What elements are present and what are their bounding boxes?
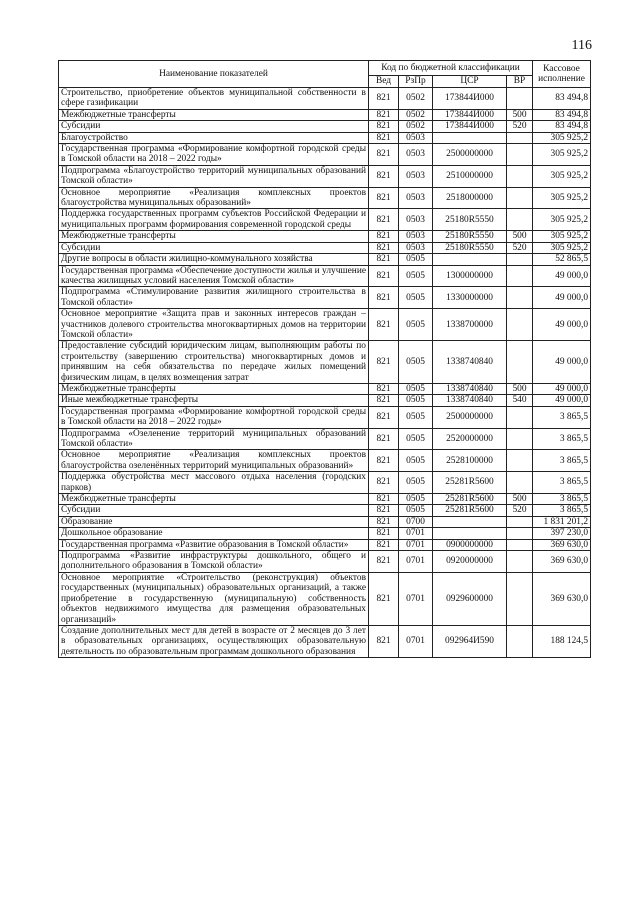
cell-vr bbox=[507, 132, 533, 143]
table-row bbox=[59, 144, 591, 166]
cell-ved: 821 bbox=[369, 187, 399, 209]
cell-vr bbox=[507, 265, 533, 287]
cell-vr bbox=[507, 144, 533, 166]
cell-vr: 500 bbox=[507, 383, 533, 394]
header-csr: ЦСР bbox=[433, 76, 507, 88]
cell-rzpr: 0505 bbox=[399, 505, 433, 516]
cell-amount: 369 630,0 bbox=[533, 539, 591, 550]
cell-ved: 821 bbox=[369, 472, 399, 494]
cell-csr: 25180R5550 bbox=[433, 209, 507, 231]
cell-amount: 49 000,0 bbox=[533, 341, 591, 384]
cell-ved: 821 bbox=[369, 254, 399, 265]
cell-rzpr: 0503 bbox=[399, 187, 433, 209]
table-row bbox=[59, 132, 591, 143]
cell-amount: 397 230,0 bbox=[533, 528, 591, 539]
cell-name: Государственная программа «Развитие образования в Томской области» bbox=[59, 539, 369, 550]
cell-ved: 821 bbox=[369, 121, 399, 132]
cell-name: Субсидии bbox=[59, 121, 369, 132]
cell-ved: 821 bbox=[369, 309, 399, 341]
cell-vr: 500 bbox=[507, 231, 533, 242]
cell-vr bbox=[507, 528, 533, 539]
cell-amount: 49 000,0 bbox=[533, 287, 591, 309]
cell-csr: 1300000000 bbox=[433, 265, 507, 287]
cell-ved: 821 bbox=[369, 109, 399, 120]
cell-ved: 821 bbox=[369, 551, 399, 573]
cell-amount: 305 925,2 bbox=[533, 144, 591, 166]
table-header bbox=[59, 61, 591, 88]
cell-ved: 821 bbox=[369, 88, 399, 110]
cell-ved: 821 bbox=[369, 428, 399, 450]
cell-ved: 821 bbox=[369, 341, 399, 384]
cell-rzpr: 0503 bbox=[399, 144, 433, 166]
cell-name: Государственная программа «Формирование комфортной городской среды в Томской области на 2018 – 2022 годы» bbox=[59, 406, 369, 428]
cell-rzpr: 0701 bbox=[399, 528, 433, 539]
cell-name: Подпрограмма «Озеленение территорий муниципальных образований Томской области» bbox=[59, 428, 369, 450]
cell-rzpr: 0701 bbox=[399, 551, 433, 573]
table-row bbox=[59, 539, 591, 550]
cell-amount: 305 925,2 bbox=[533, 132, 591, 143]
cell-name: Поддержка обустройства мест массового отдыха населения (городских парков) bbox=[59, 472, 369, 494]
cell-name: Государственная программа «Обеспечение доступности жилья и улучшение качества жилищных условий населения Томской области» bbox=[59, 265, 369, 287]
cell-csr: 1338740840 bbox=[433, 341, 507, 384]
cell-ved: 821 bbox=[369, 287, 399, 309]
header-rzpr: РзПр bbox=[399, 76, 433, 88]
header-vr: ВР bbox=[507, 76, 533, 88]
cell-rzpr: 0505 bbox=[399, 341, 433, 384]
cell-name: Государственная программа «Формирование комфортной городской среды в Томской области на 2018 – 2022 годы» bbox=[59, 144, 369, 166]
cell-vr: 520 bbox=[507, 121, 533, 132]
cell-name: Другие вопросы в области жилищно-коммунального хозяйства bbox=[59, 254, 369, 265]
cell-csr: 2500000000 bbox=[433, 144, 507, 166]
cell-csr: 25180R5550 bbox=[433, 242, 507, 253]
table-row bbox=[59, 472, 591, 494]
cell-csr: 2520000000 bbox=[433, 428, 507, 450]
cell-vr bbox=[507, 287, 533, 309]
cell-vr: 500 bbox=[507, 109, 533, 120]
cell-name: Благоустройство bbox=[59, 132, 369, 143]
cell-name: Межбюджетные трансферты bbox=[59, 494, 369, 505]
cell-amount: 83 494,8 bbox=[533, 109, 591, 120]
cell-name: Субсидии bbox=[59, 242, 369, 253]
cell-amount: 305 925,2 bbox=[533, 209, 591, 231]
cell-name: Иные межбюджетные трансферты bbox=[59, 395, 369, 406]
cell-amount: 305 925,2 bbox=[533, 242, 591, 253]
cell-vr bbox=[507, 572, 533, 625]
cell-rzpr: 0505 bbox=[399, 254, 433, 265]
header-amount: Кассовое исполнение bbox=[533, 61, 591, 88]
cell-rzpr: 0701 bbox=[399, 572, 433, 625]
cell-rzpr: 0505 bbox=[399, 428, 433, 450]
cell-csr: 0929600000 bbox=[433, 572, 507, 625]
cell-name: Предоставление субсидий юридическим лицам, выполняющим работы по строительству (завершению строительства) многоквартирных домов и принявшим на себя обязательства по передаче жилых помещений физическим лицам, в целях возмещения затрат bbox=[59, 341, 369, 384]
cell-ved: 821 bbox=[369, 516, 399, 527]
cell-name: Поддержка государственных программ субъектов Российской Федерации и муниципальных программ формирования современной городской среды bbox=[59, 209, 369, 231]
cell-vr: 500 bbox=[507, 494, 533, 505]
cell-rzpr: 0505 bbox=[399, 383, 433, 394]
cell-amount: 3 865,5 bbox=[533, 428, 591, 450]
table-row bbox=[59, 209, 591, 231]
cell-rzpr: 0700 bbox=[399, 516, 433, 527]
table-row bbox=[59, 450, 591, 472]
cell-ved: 821 bbox=[369, 231, 399, 242]
cell-ved: 821 bbox=[369, 265, 399, 287]
table-row bbox=[59, 383, 591, 394]
cell-amount: 305 925,2 bbox=[533, 187, 591, 209]
cell-rzpr: 0505 bbox=[399, 265, 433, 287]
cell-csr: 25281R5600 bbox=[433, 505, 507, 516]
cell-vr bbox=[507, 209, 533, 231]
table-row bbox=[59, 165, 591, 187]
cell-ved: 821 bbox=[369, 395, 399, 406]
cell-amount: 49 000,0 bbox=[533, 265, 591, 287]
cell-vr bbox=[507, 450, 533, 472]
cell-name: Строительство, приобретение объектов муниципальной собственности в сфере газификации bbox=[59, 88, 369, 110]
cell-amount: 3 865,5 bbox=[533, 505, 591, 516]
cell-csr: 1338740840 bbox=[433, 395, 507, 406]
cell-ved: 821 bbox=[369, 494, 399, 505]
cell-amount: 305 925,2 bbox=[533, 231, 591, 242]
cell-csr: 1338700000 bbox=[433, 309, 507, 341]
cell-ved: 821 bbox=[369, 505, 399, 516]
table-row bbox=[59, 265, 591, 287]
cell-amount: 49 000,0 bbox=[533, 309, 591, 341]
cell-amount: 188 124,5 bbox=[533, 625, 591, 657]
cell-vr: 520 bbox=[507, 505, 533, 516]
cell-name: Создание дополнительных мест для детей в возрасте от 2 месяцев до 3 лет в образовательных организациях, осуществляющих образовательную деятельность по образовательным программам дошкольного образования bbox=[59, 625, 369, 657]
cell-rzpr: 0505 bbox=[399, 406, 433, 428]
cell-vr bbox=[507, 341, 533, 384]
table-row bbox=[59, 341, 591, 384]
table-row bbox=[59, 187, 591, 209]
table-row bbox=[59, 242, 591, 253]
cell-name: Подпрограмма «Благоустройство территорий муниципальных образований Томской области» bbox=[59, 165, 369, 187]
cell-name: Подпрограмма «Стимулирование развития жилищного строительства в Томской области» bbox=[59, 287, 369, 309]
cell-amount: 49 000,0 bbox=[533, 395, 591, 406]
cell-amount: 3 865,5 bbox=[533, 472, 591, 494]
cell-vr bbox=[507, 539, 533, 550]
cell-rzpr: 0505 bbox=[399, 309, 433, 341]
table-row bbox=[59, 287, 591, 309]
cell-ved: 821 bbox=[369, 144, 399, 166]
cell-ved: 821 bbox=[369, 209, 399, 231]
cell-rzpr: 0503 bbox=[399, 165, 433, 187]
cell-csr: 2500000000 bbox=[433, 406, 507, 428]
budget-table bbox=[58, 60, 591, 658]
cell-amount: 3 865,5 bbox=[533, 450, 591, 472]
cell-vr bbox=[507, 254, 533, 265]
cell-ved: 821 bbox=[369, 242, 399, 253]
cell-rzpr: 0502 bbox=[399, 109, 433, 120]
cell-rzpr: 0505 bbox=[399, 395, 433, 406]
cell-rzpr: 0505 bbox=[399, 287, 433, 309]
cell-rzpr: 0503 bbox=[399, 231, 433, 242]
table-row bbox=[59, 572, 591, 625]
table-body bbox=[59, 88, 591, 658]
table-row bbox=[59, 231, 591, 242]
cell-vr bbox=[507, 406, 533, 428]
cell-csr: 2518000000 bbox=[433, 187, 507, 209]
cell-vr: 540 bbox=[507, 395, 533, 406]
cell-name: Основное мероприятие «Реализация комплексных проектов благоустройства озеленённых территорий муниципальных образований» bbox=[59, 450, 369, 472]
cell-vr bbox=[507, 516, 533, 527]
cell-name: Основное мероприятие «Строительство (реконструкция) объектов государственных (муниципальных) образовательных организаций, а также приобретение в государственную (муниципальную) собственность объектов недвижимого имущества для размещения образовательных организаций» bbox=[59, 572, 369, 625]
cell-name: Дошкольное образование bbox=[59, 528, 369, 539]
cell-name: Подпрограмма «Развитие инфраструктуры дошкольного, общего и дополнительного образования в Томской области» bbox=[59, 551, 369, 573]
header-name: Наименование показателей bbox=[59, 61, 369, 88]
cell-csr: 0900000000 bbox=[433, 539, 507, 550]
table-row bbox=[59, 309, 591, 341]
cell-ved: 821 bbox=[369, 165, 399, 187]
cell-amount: 3 865,5 bbox=[533, 406, 591, 428]
cell-name: Образование bbox=[59, 516, 369, 527]
cell-csr: 173844И000 bbox=[433, 121, 507, 132]
table-row bbox=[59, 528, 591, 539]
table-row bbox=[59, 551, 591, 573]
cell-rzpr: 0502 bbox=[399, 121, 433, 132]
cell-name: Межбюджетные трансферты bbox=[59, 383, 369, 394]
cell-ved: 821 bbox=[369, 450, 399, 472]
table-row bbox=[59, 428, 591, 450]
table-row bbox=[59, 406, 591, 428]
cell-csr: 2510000000 bbox=[433, 165, 507, 187]
page-number: 116 bbox=[571, 38, 592, 53]
cell-csr: 2528100000 bbox=[433, 450, 507, 472]
cell-ved: 821 bbox=[369, 572, 399, 625]
cell-amount: 3 865,5 bbox=[533, 494, 591, 505]
cell-ved: 821 bbox=[369, 132, 399, 143]
cell-csr bbox=[433, 254, 507, 265]
cell-rzpr: 0503 bbox=[399, 209, 433, 231]
cell-ved: 821 bbox=[369, 539, 399, 550]
cell-csr: 173844И000 bbox=[433, 88, 507, 110]
table-row bbox=[59, 254, 591, 265]
cell-csr bbox=[433, 132, 507, 143]
cell-csr bbox=[433, 516, 507, 527]
cell-amount: 83 494,8 bbox=[533, 88, 591, 110]
cell-ved: 821 bbox=[369, 625, 399, 657]
table-row bbox=[59, 516, 591, 527]
cell-name: Межбюджетные трансферты bbox=[59, 231, 369, 242]
cell-csr: 1330000000 bbox=[433, 287, 507, 309]
cell-name: Межбюджетные трансферты bbox=[59, 109, 369, 120]
cell-rzpr: 0505 bbox=[399, 472, 433, 494]
cell-ved: 821 bbox=[369, 528, 399, 539]
cell-rzpr: 0502 bbox=[399, 88, 433, 110]
cell-rzpr: 0701 bbox=[399, 625, 433, 657]
cell-vr bbox=[507, 88, 533, 110]
cell-amount: 1 831 201,2 bbox=[533, 516, 591, 527]
cell-rzpr: 0701 bbox=[399, 539, 433, 550]
table-row bbox=[59, 625, 591, 657]
cell-ved: 821 bbox=[369, 406, 399, 428]
cell-vr bbox=[507, 551, 533, 573]
cell-csr: 0920000000 bbox=[433, 551, 507, 573]
cell-ved: 821 bbox=[369, 383, 399, 394]
cell-csr: 092964И590 bbox=[433, 625, 507, 657]
cell-amount: 83 494,8 bbox=[533, 121, 591, 132]
table-row bbox=[59, 88, 591, 110]
cell-vr bbox=[507, 625, 533, 657]
cell-vr: 520 bbox=[507, 242, 533, 253]
table-row bbox=[59, 505, 591, 516]
cell-csr: 1338740840 bbox=[433, 383, 507, 394]
cell-csr: 25281R5600 bbox=[433, 494, 507, 505]
cell-vr bbox=[507, 309, 533, 341]
cell-name: Субсидии bbox=[59, 505, 369, 516]
cell-amount: 305 925,2 bbox=[533, 165, 591, 187]
cell-csr: 25281R5600 bbox=[433, 472, 507, 494]
cell-rzpr: 0503 bbox=[399, 132, 433, 143]
table-row bbox=[59, 395, 591, 406]
cell-name: Основное мероприятие «Защита прав и законных интересов граждан – участников долевого строительства многоквартирных домов на территории Томской области» bbox=[59, 309, 369, 341]
table-row bbox=[59, 121, 591, 132]
cell-amount: 49 000,0 bbox=[533, 383, 591, 394]
header-code-group: Код по бюджетной классификации bbox=[369, 61, 533, 76]
cell-vr bbox=[507, 472, 533, 494]
cell-vr bbox=[507, 187, 533, 209]
cell-csr bbox=[433, 528, 507, 539]
cell-csr: 173844И000 bbox=[433, 109, 507, 120]
cell-vr bbox=[507, 165, 533, 187]
cell-amount: 52 865,5 bbox=[533, 254, 591, 265]
cell-rzpr: 0505 bbox=[399, 450, 433, 472]
cell-vr bbox=[507, 428, 533, 450]
cell-amount: 369 630,0 bbox=[533, 572, 591, 625]
cell-amount: 369 630,0 bbox=[533, 551, 591, 573]
cell-rzpr: 0505 bbox=[399, 494, 433, 505]
cell-name: Основное мероприятие «Реализация комплексных проектов благоустройства муниципальных образований» bbox=[59, 187, 369, 209]
cell-csr: 25180R5550 bbox=[433, 231, 507, 242]
header-ved: Вед bbox=[369, 76, 399, 88]
table-row bbox=[59, 109, 591, 120]
cell-rzpr: 0503 bbox=[399, 242, 433, 253]
table-row bbox=[59, 494, 591, 505]
